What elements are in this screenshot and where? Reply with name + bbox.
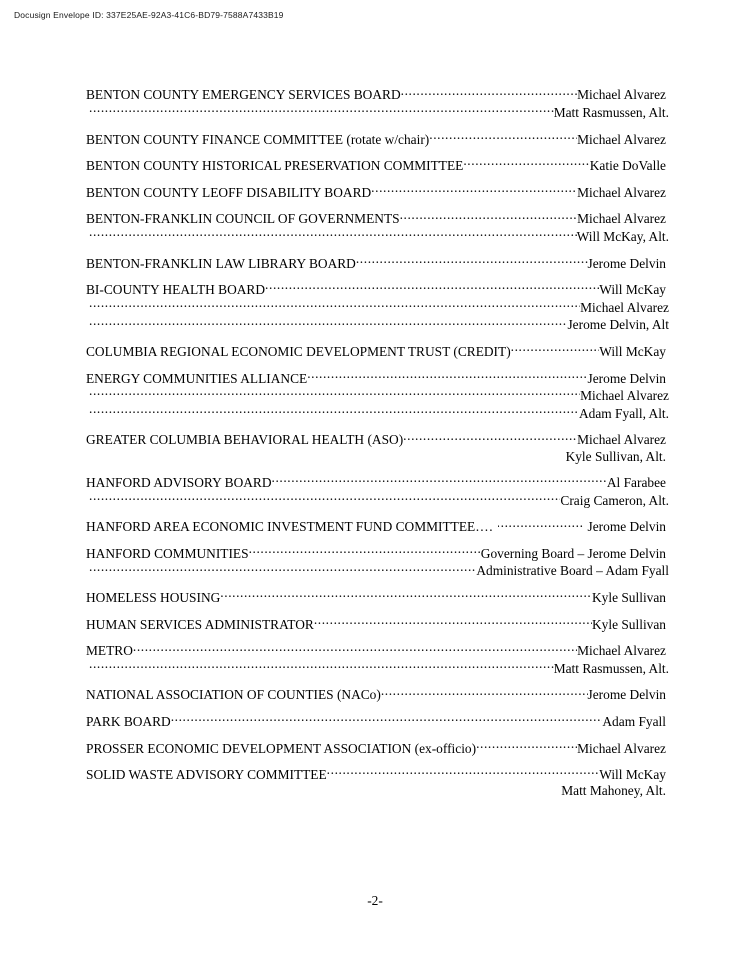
committee-title: HOMELESS HOUSING bbox=[86, 590, 221, 606]
appointee-name: Michael Alvarez bbox=[580, 388, 669, 404]
dot-leader bbox=[511, 343, 600, 356]
dot-leader bbox=[314, 615, 592, 628]
committee-row bbox=[86, 615, 666, 633]
page-number: -2- bbox=[367, 893, 383, 908]
appointee-name: Kyle Sullivan bbox=[591, 590, 666, 606]
committee-title: ENERGY COMMUNITIES ALLIANCE bbox=[86, 370, 308, 386]
dot-leader bbox=[381, 686, 588, 699]
committee-entry bbox=[86, 518, 666, 536]
dot-leader bbox=[403, 431, 577, 444]
dot-leader bbox=[89, 491, 560, 504]
dot-leader bbox=[249, 544, 481, 557]
dot-leader bbox=[171, 713, 603, 726]
committee-entry bbox=[86, 589, 666, 607]
committee-title: BENTON-FRANKLIN LAW LIBRARY BOARD bbox=[86, 255, 356, 271]
appointee-name: Michael Alvarez bbox=[577, 131, 666, 147]
committee-row bbox=[86, 369, 666, 387]
committee-title: SOLID WASTE ADVISORY COMMITTEE bbox=[86, 767, 327, 783]
dot-leader bbox=[89, 562, 476, 575]
appointee-name: Kyle Sullivan bbox=[591, 616, 666, 632]
dot-leader bbox=[220, 589, 592, 602]
committee-row bbox=[86, 642, 666, 660]
committee-entry bbox=[86, 615, 666, 633]
appointee-name: Governing Board – Jerome Delvin bbox=[480, 545, 666, 561]
appointee-name: Katie DoValle bbox=[589, 158, 666, 174]
appointee-name: Al Farabee bbox=[606, 475, 666, 491]
committee-entry bbox=[86, 544, 669, 579]
committee-row bbox=[86, 86, 666, 104]
appointee-name: Michael Alvarez bbox=[577, 211, 666, 227]
dot-leader-fill bbox=[498, 518, 587, 531]
appointee-name: Michael Alvarez bbox=[577, 432, 666, 448]
appointee-name: Jerome Delvin, Alt bbox=[567, 317, 669, 333]
committee-title: PARK BOARD bbox=[86, 714, 171, 730]
committee-title: BENTON-FRANKLIN COUNCIL OF GOVERNMENTS bbox=[86, 211, 400, 227]
committee-row bbox=[86, 298, 669, 316]
dot-leader bbox=[133, 642, 577, 655]
committee-row bbox=[86, 686, 666, 704]
committee-entry bbox=[86, 642, 669, 677]
dot-leader bbox=[89, 404, 579, 417]
committee-row bbox=[86, 562, 669, 580]
committee-entry bbox=[86, 281, 669, 334]
appointee-name: Adam Fyall bbox=[602, 714, 666, 730]
committee-entry bbox=[86, 86, 669, 121]
dot-leader bbox=[429, 130, 577, 143]
committee-title: BENTON COUNTY FINANCE COMMITTEE (rotate w/chair) bbox=[86, 131, 430, 147]
committee-row bbox=[86, 589, 666, 607]
committee-row bbox=[86, 183, 666, 201]
committee-row bbox=[86, 518, 666, 536]
appointee-name: Jerome Delvin bbox=[587, 519, 666, 535]
committee-title: GREATER COLUMBIA BEHAVIORAL HEALTH (ASO) bbox=[86, 432, 404, 448]
committee-title: HUMAN SERVICES ADMINISTRATOR bbox=[86, 616, 314, 632]
committee-title: BENTON COUNTY LEOFF DISABILITY BOARD bbox=[86, 184, 372, 200]
committee-entry bbox=[86, 713, 666, 731]
committee-row bbox=[86, 404, 669, 422]
dot-leader bbox=[89, 228, 577, 241]
committee-row bbox=[86, 228, 669, 246]
appointee-name: Michael Alvarez bbox=[577, 87, 666, 103]
dot-leader bbox=[89, 387, 580, 400]
committee-row bbox=[86, 783, 670, 799]
appointee-name: Michael Alvarez bbox=[577, 184, 666, 200]
dot-leader bbox=[89, 104, 554, 117]
appointee-name: Administrative Board – Adam Fyall bbox=[476, 563, 669, 579]
committee-title: NATIONAL ASSOCIATION OF COUNTIES (NACo) bbox=[86, 687, 381, 703]
dot-leader bbox=[327, 766, 600, 779]
dot-leader bbox=[476, 739, 577, 752]
committee-assignment-list bbox=[86, 86, 669, 809]
appointee-name: Michael Alvarez bbox=[580, 299, 669, 315]
committee-title: PROSSER ECONOMIC DEVELOPMENT ASSOCIATION (ex-officio) bbox=[86, 740, 477, 756]
appointee-name: Michael Alvarez bbox=[577, 643, 666, 659]
appointee-name: Matt Rasmussen, Alt. bbox=[553, 104, 669, 120]
committee-title: HANFORD AREA ECONOMIC INVESTMENT FUND COMMITTEE bbox=[86, 519, 476, 535]
dot-leader bbox=[475, 518, 587, 531]
dot-leader bbox=[463, 157, 589, 170]
committee-row bbox=[86, 544, 666, 562]
committee-row bbox=[86, 130, 666, 148]
committee-entry bbox=[86, 130, 666, 148]
dot-leader-prefix: …. bbox=[475, 519, 494, 532]
committee-title: BENTON COUNTY EMERGENCY SERVICES BOARD bbox=[86, 87, 401, 103]
dot-leader bbox=[356, 254, 588, 267]
committee-row bbox=[86, 713, 666, 731]
appointee-name: Will McKay, Alt. bbox=[576, 228, 669, 244]
committee-row bbox=[86, 210, 666, 228]
committee-row bbox=[86, 343, 666, 361]
appointee-name: Matt Rasmussen, Alt. bbox=[553, 660, 669, 676]
committee-entry bbox=[86, 254, 666, 272]
committee-entry bbox=[86, 157, 666, 175]
committee-entry bbox=[86, 431, 666, 465]
committee-row bbox=[86, 739, 666, 757]
dot-leader bbox=[307, 369, 587, 382]
committee-title: HANFORD ADVISORY BOARD bbox=[86, 475, 272, 491]
committee-row bbox=[86, 387, 669, 405]
committee-row bbox=[86, 104, 669, 122]
appointee-name: Michael Alvarez bbox=[577, 740, 666, 756]
dot-leader bbox=[89, 659, 554, 672]
committee-entry bbox=[86, 343, 666, 361]
committee-row bbox=[86, 449, 670, 465]
appointee-name: Will McKay bbox=[599, 282, 666, 298]
committee-entry bbox=[86, 739, 666, 757]
committee-row bbox=[86, 316, 669, 334]
committee-entry bbox=[86, 766, 666, 800]
committee-row bbox=[86, 659, 669, 677]
committee-row bbox=[86, 431, 666, 449]
appointee-name: Will McKay bbox=[599, 767, 666, 783]
appointee-name: Jerome Delvin bbox=[587, 255, 666, 271]
appointee-name: Kyle Sullivan, Alt. bbox=[565, 448, 666, 464]
appointee-name: Jerome Delvin bbox=[587, 370, 666, 386]
dot-leader bbox=[272, 474, 607, 487]
committee-row bbox=[86, 766, 666, 784]
dot-leader bbox=[265, 281, 599, 294]
committee-row bbox=[86, 491, 669, 509]
committee-entry bbox=[86, 183, 666, 201]
committee-entry bbox=[86, 210, 669, 245]
dot-leader bbox=[371, 183, 577, 196]
committee-row bbox=[86, 474, 666, 492]
dot-leader bbox=[89, 316, 567, 329]
docusign-envelope-id: Docusign Envelope ID: 337E25AE-92A3-41C6-BD79-7588A7433B19 bbox=[14, 10, 284, 20]
appointee-name: Jerome Delvin bbox=[587, 687, 666, 703]
committee-title: HANFORD COMMUNITIES bbox=[86, 545, 249, 561]
appointee-name: Adam Fyall, Alt. bbox=[578, 405, 669, 421]
committee-row bbox=[86, 281, 666, 299]
dot-leader bbox=[89, 298, 580, 311]
dot-leader bbox=[400, 210, 578, 223]
committee-entry bbox=[86, 686, 666, 704]
committee-entry bbox=[86, 369, 669, 422]
committee-title: BENTON COUNTY HISTORICAL PRESERVATION COMMITTEE bbox=[86, 158, 464, 174]
dot-leader bbox=[401, 86, 578, 99]
committee-title: METRO bbox=[86, 643, 133, 659]
committee-title: COLUMBIA REGIONAL ECONOMIC DEVELOPMENT TRUST (CREDIT) bbox=[86, 343, 511, 359]
committee-entry bbox=[86, 474, 669, 509]
committee-row bbox=[86, 254, 666, 272]
committee-row bbox=[86, 157, 666, 175]
committee-title: BI-COUNTY HEALTH BOARD bbox=[86, 282, 266, 298]
appointee-name: Matt Mahoney, Alt. bbox=[561, 783, 666, 799]
appointee-name: Will McKay bbox=[599, 343, 666, 359]
appointee-name: Craig Cameron, Alt. bbox=[560, 492, 669, 508]
